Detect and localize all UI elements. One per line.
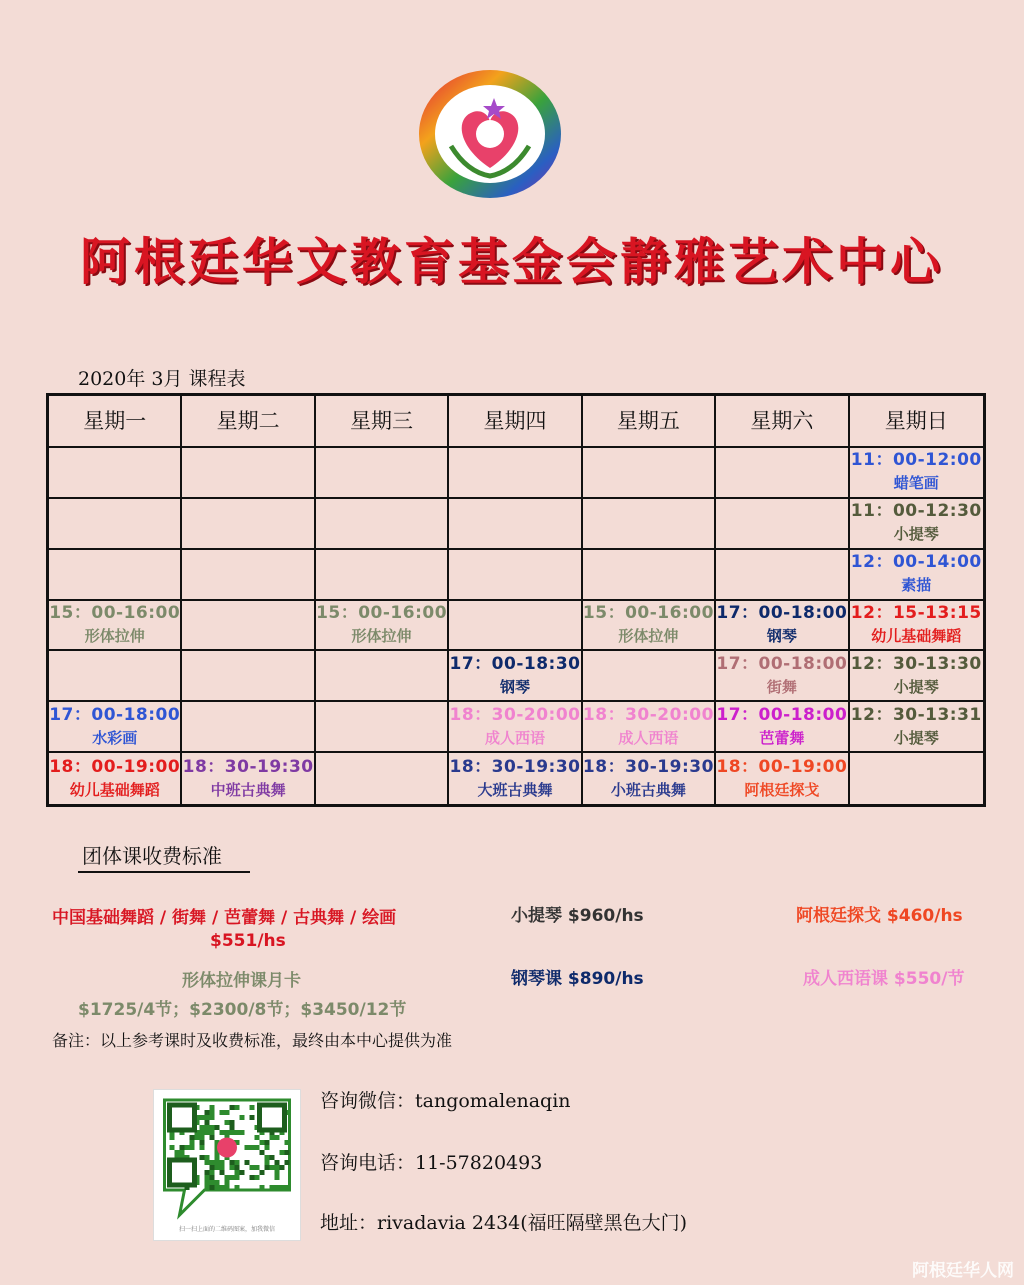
class-slot: [850, 601, 983, 652]
empty-slot: [316, 448, 449, 499]
empty-slot: [182, 651, 315, 702]
class-slot: [583, 601, 716, 652]
class-slot: [49, 702, 182, 753]
empty-slot: [49, 448, 182, 499]
class-name: 形体拉伸: [351, 626, 412, 645]
empty-slot: [449, 550, 582, 601]
class-slot: [449, 753, 582, 804]
class-time: 18：30-20:00: [582, 704, 714, 725]
fee-violin: 小提琴 $960/hs: [511, 906, 644, 926]
day-header: 星期六: [716, 396, 849, 448]
fees-caption: 团体课收费标准: [78, 840, 250, 873]
fee-stretch-title: 形体拉伸课月卡: [182, 971, 301, 991]
empty-slot: [316, 753, 449, 804]
empty-slot: [583, 550, 716, 601]
contact-phone: 咨询电话：11-57820493: [320, 1152, 543, 1174]
day-header: 星期五: [583, 396, 716, 448]
day-header: 星期四: [449, 396, 582, 448]
class-time: 12：00-14:00: [850, 552, 982, 573]
class-name: 小提琴: [893, 677, 939, 696]
class-time: 15：00-16:00: [49, 602, 181, 623]
class-time: 15：00-16:00: [316, 602, 448, 623]
class-slot: [316, 601, 449, 652]
class-name: 大班古典舞: [477, 780, 553, 799]
class-time: 15：00-16:00: [582, 602, 714, 623]
class-name: 形体拉伸: [84, 626, 145, 645]
empty-slot: [583, 651, 716, 702]
empty-slot: [316, 702, 449, 753]
empty-slot: [49, 550, 182, 601]
class-time: 17：00-18:00: [716, 602, 848, 623]
class-time: 18：30-19:30: [582, 756, 714, 777]
empty-slot: [49, 499, 182, 550]
class-slot: [182, 753, 315, 804]
fee-dance-list: 中国基础舞蹈 / 街舞 / 芭蕾舞 / 古典舞 / 绘画: [52, 908, 397, 928]
class-name: 中班古典舞: [210, 780, 286, 799]
class-name: 成人西语: [618, 728, 679, 747]
qr-code-icon: [154, 1090, 300, 1220]
empty-slot: [449, 448, 582, 499]
empty-slot: [716, 550, 849, 601]
class-time: 12：30-13:31: [850, 704, 982, 725]
day-header: 星期二: [182, 396, 315, 448]
class-slot: [850, 651, 983, 702]
empty-slot: [850, 753, 983, 804]
class-time: 18：00-19:00: [49, 756, 181, 777]
day-header: 星期一: [49, 396, 182, 448]
class-name: 钢琴: [499, 677, 530, 696]
class-time: 12：15-13:15: [850, 602, 982, 623]
class-slot: [449, 651, 582, 702]
class-name: 成人西语: [484, 728, 545, 747]
class-slot: [716, 753, 849, 804]
class-slot: [850, 550, 983, 601]
empty-slot: [583, 499, 716, 550]
site-watermark: 阿根廷华人网: [912, 1261, 1014, 1281]
class-time: 17：00-18:00: [716, 704, 848, 725]
class-time: 18：30-20:00: [449, 704, 581, 725]
empty-slot: [182, 448, 315, 499]
empty-slot: [182, 601, 315, 652]
contact-address: 地址：rivadavia 2434(福旺隔壁黑色大门): [320, 1212, 688, 1234]
class-slot: [850, 702, 983, 753]
empty-slot: [449, 499, 582, 550]
class-name: 幼儿基础舞蹈: [69, 780, 160, 799]
class-time: 17：00-18:00: [716, 653, 848, 674]
empty-slot: [316, 651, 449, 702]
class-slot: [850, 448, 983, 499]
class-time: 11：00-12:30: [850, 501, 982, 522]
class-time: 17：00-18:00: [49, 704, 181, 725]
class-name: 幼儿基础舞蹈: [871, 626, 962, 645]
class-slot: [449, 702, 582, 753]
foundation-logo: [417, 68, 563, 200]
fee-tango: 阿根廷探戈 $460/hs: [796, 906, 963, 926]
empty-slot: [716, 448, 849, 499]
class-name: 芭蕾舞: [759, 728, 805, 747]
class-name: 小提琴: [893, 525, 939, 544]
class-name: 阿根廷探戈: [744, 780, 820, 799]
class-name: 形体拉伸: [618, 626, 679, 645]
page-title: 阿根廷华文教育基金会静雅艺术中心: [80, 232, 944, 291]
class-name: 蜡笔画: [893, 474, 939, 493]
class-slot: [583, 753, 716, 804]
class-slot: [49, 753, 182, 804]
class-slot: [716, 702, 849, 753]
wechat-qr-code: [153, 1089, 301, 1241]
schedule-caption: 2020年 3月 课程表: [74, 364, 260, 395]
empty-slot: [182, 702, 315, 753]
class-time: 11：00-12:00: [850, 450, 982, 471]
empty-slot: [182, 499, 315, 550]
class-name: 水彩画: [92, 728, 138, 747]
contact-wechat: 咨询微信：tangomalenaqin: [320, 1090, 571, 1112]
class-slot: [850, 499, 983, 550]
class-time: 18：30-19:30: [182, 756, 314, 777]
day-header: 星期三: [316, 396, 449, 448]
fee-piano: 钢琴课 $890/hs: [511, 969, 644, 989]
empty-slot: [49, 651, 182, 702]
fee-note: 备注：以上参考课时及收费标准，最终由本中心提供为准: [52, 1031, 453, 1050]
empty-slot: [182, 550, 315, 601]
class-time: 18：00-19:00: [716, 756, 848, 777]
empty-slot: [316, 499, 449, 550]
fee-spanish: 成人西语课 $550/节: [803, 969, 965, 989]
class-slot: [49, 601, 182, 652]
schedule-table: [46, 393, 986, 807]
class-name: 小提琴: [893, 728, 939, 747]
class-time: 12：30-13:30: [850, 653, 982, 674]
fee-stretch-price: $1725/4节；$2300/8节；$3450/12节: [78, 1000, 407, 1020]
class-slot: [716, 601, 849, 652]
class-name: 钢琴: [766, 626, 797, 645]
class-name: 素描: [901, 576, 932, 595]
empty-slot: [583, 448, 716, 499]
empty-slot: [316, 550, 449, 601]
class-slot: [716, 651, 849, 702]
class-time: 18：30-19:30: [449, 756, 581, 777]
class-slot: [583, 702, 716, 753]
logo-emblem-icon: [417, 68, 563, 200]
empty-slot: [716, 499, 849, 550]
fee-dance-price: $551/hs: [210, 931, 286, 951]
day-header: 星期日: [850, 396, 983, 448]
empty-slot: [449, 601, 582, 652]
class-name: 小班古典舞: [610, 780, 686, 799]
class-time: 17：00-18:30: [449, 653, 581, 674]
qr-caption: 扫一扫上面的二维码图案，加我微信: [178, 1226, 275, 1233]
class-name: 街舞: [766, 677, 797, 696]
